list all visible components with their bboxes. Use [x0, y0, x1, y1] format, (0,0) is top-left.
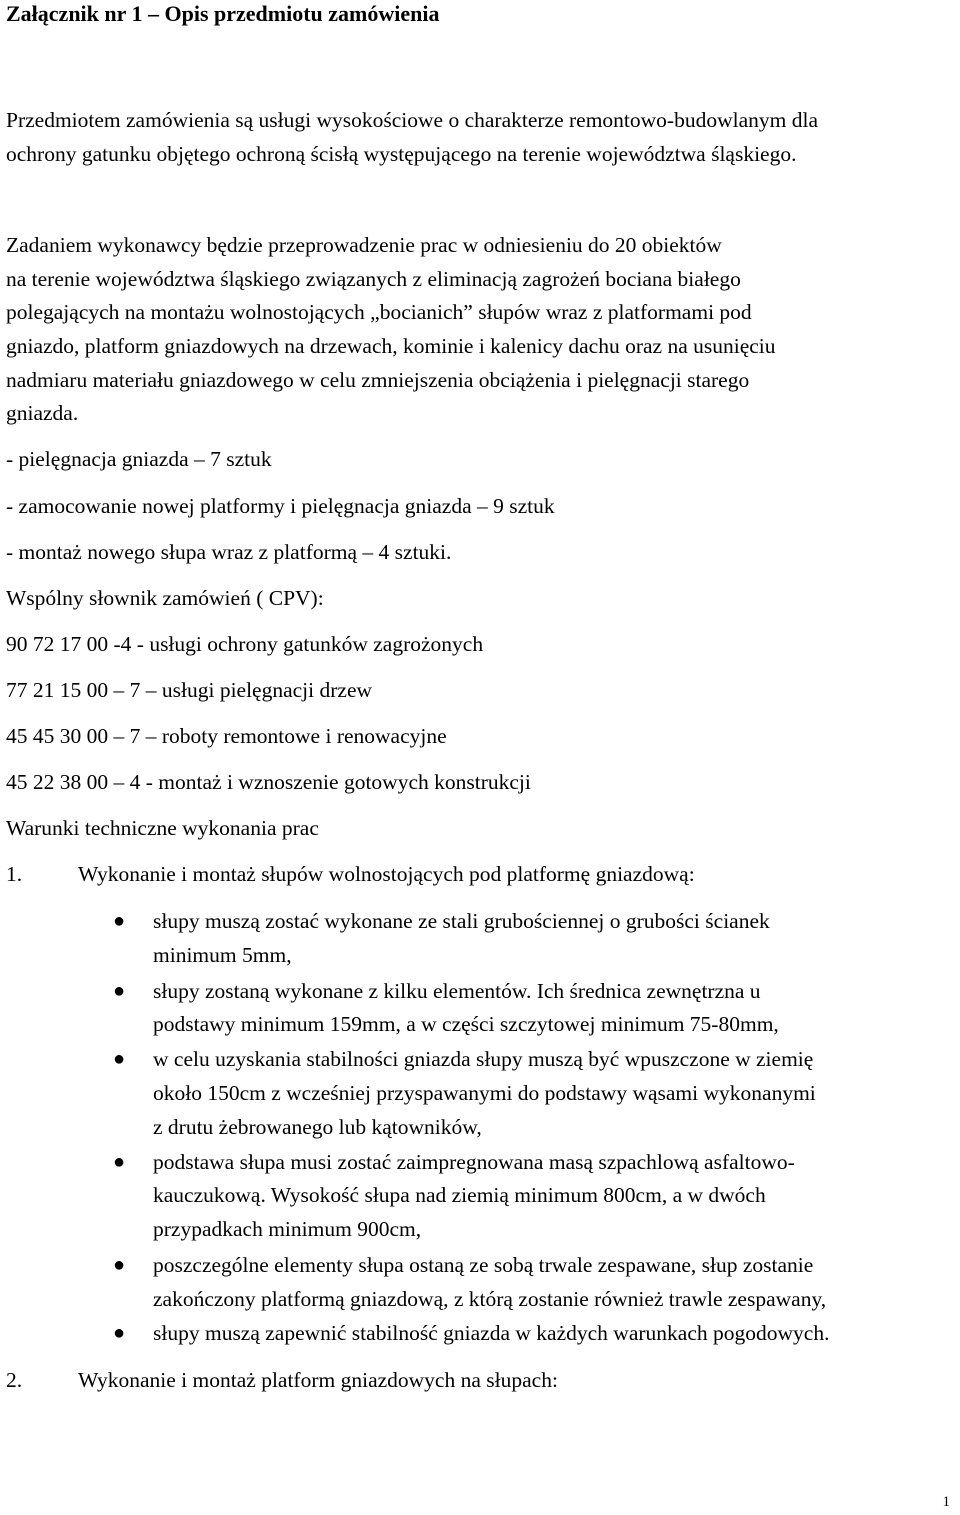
intro-line: ochrony gatunku objętego ochroną ścisłą występującego na terenie województwa śląskiego. [6, 142, 797, 166]
cpv-code: 45 45 30 00 – 7 – roboty remontowe i renowacyjne [6, 724, 447, 748]
bullet-line: zakończony platformą gniazdową, z którą zostanie również trawle zespawany, [153, 1287, 827, 1311]
bullet-line: minimum 5mm, [153, 943, 292, 967]
bullet-dot: ● [113, 1048, 126, 1070]
section-number: 1. [6, 862, 23, 886]
cpv-code: 45 22 38 00 – 4 - montaż i wznoszenie gotowych konstrukcji [6, 770, 531, 794]
bullet-line: poszczególne elementy słupa ostaną ze sobą trwale zespawane, słup zostanie [153, 1253, 814, 1277]
bullet-dot: ● [113, 980, 126, 1002]
task-line: Zadaniem wykonawcy będzie przeprowadzenie prac w odniesieniu do 20 obiektów [6, 233, 722, 257]
task-line: nadmiaru materiału gniazdowego w celu zmniejszenia obciążenia i pielęgnacji starego [6, 368, 750, 392]
bullet-line: słupy muszą zapewnić stabilność gniazda w każdych warunkach pogodowych. [153, 1321, 830, 1345]
cpv-code: 77 21 15 00 – 7 – usługi pielęgnacji drzew [6, 678, 373, 702]
page-number: 1 [942, 1494, 950, 1510]
bullet-dot: ● [113, 1322, 126, 1344]
bullet-line: w celu uzyskania stabilności gniazda słupy muszą być wpuszczone w ziemię [153, 1047, 814, 1071]
bullet-line: z drutu żebrowanego lub kątowników, [153, 1115, 482, 1139]
bullet-line: przypadkach minimum 900cm, [153, 1217, 422, 1241]
bullet-dot: ● [113, 910, 126, 932]
list-item: - pielęgnacja gniazda – 7 sztuk [6, 447, 272, 471]
task-line: gniazdo, platform gniazdowych na drzewach, kominie i kalenicy dachu oraz na usunięciu [6, 334, 776, 358]
task-line: na terenie województwa śląskiego związanych z eliminacją zagrożeń bociana białego [6, 267, 741, 291]
cpv-heading: Wspólny słownik zamówień ( CPV): [6, 586, 324, 610]
bullet-line: około 150cm z wcześniej przyspawanymi do podstawy wąsami wykonanymi [153, 1081, 816, 1105]
bullet-dot: ● [113, 1254, 126, 1276]
section-title: Wykonanie i montaż platform gniazdowych na słupach: [78, 1368, 558, 1392]
bullet-line: słupy zostaną wykonane z kilku elementów. Ich średnica zewnętrzna u [153, 979, 761, 1003]
bullet-dot: ● [113, 1151, 126, 1173]
page-title: Załącznik nr 1 – Opis przedmiotu zamówienia [6, 1, 440, 26]
list-item: - zamocowanie nowej platformy i pielęgnacja gniazda – 9 sztuk [6, 494, 555, 518]
task-line: polegających na montażu wolnostojących „bocianich” słupów wraz z platformami pod [6, 300, 752, 324]
task-line: gniazda. [6, 401, 79, 425]
bullet-line: kauczukową. Wysokość słupa nad ziemią minimum 800cm, a w dwóch [153, 1183, 766, 1207]
section-number: 2. [6, 1368, 23, 1392]
section-title: Wykonanie i montaż słupów wolnostojących pod platformę gniazdową: [78, 862, 695, 886]
cpv-code: 90 72 17 00 -4 - usługi ochrony gatunków zagrożonych [6, 632, 484, 656]
bullet-line: podstawa słupa musi zostać zaimpregnowana masą szpachlową asfaltowo- [153, 1150, 795, 1174]
bullet-line: słupy muszą zostać wykonane ze stali grubościennej o grubości ścianek [153, 909, 770, 933]
conditions-heading: Warunki techniczne wykonania prac [6, 816, 319, 840]
bullet-line: podstawy minimum 159mm, a w części szczytowej minimum 75-80mm, [153, 1012, 779, 1036]
intro-line: Przedmiotem zamówienia są usługi wysokościowe o charakterze remontowo-budowlanym dla [6, 108, 818, 132]
list-item: - montaż nowego słupa wraz z platformą – 4 sztuki. [6, 540, 452, 564]
